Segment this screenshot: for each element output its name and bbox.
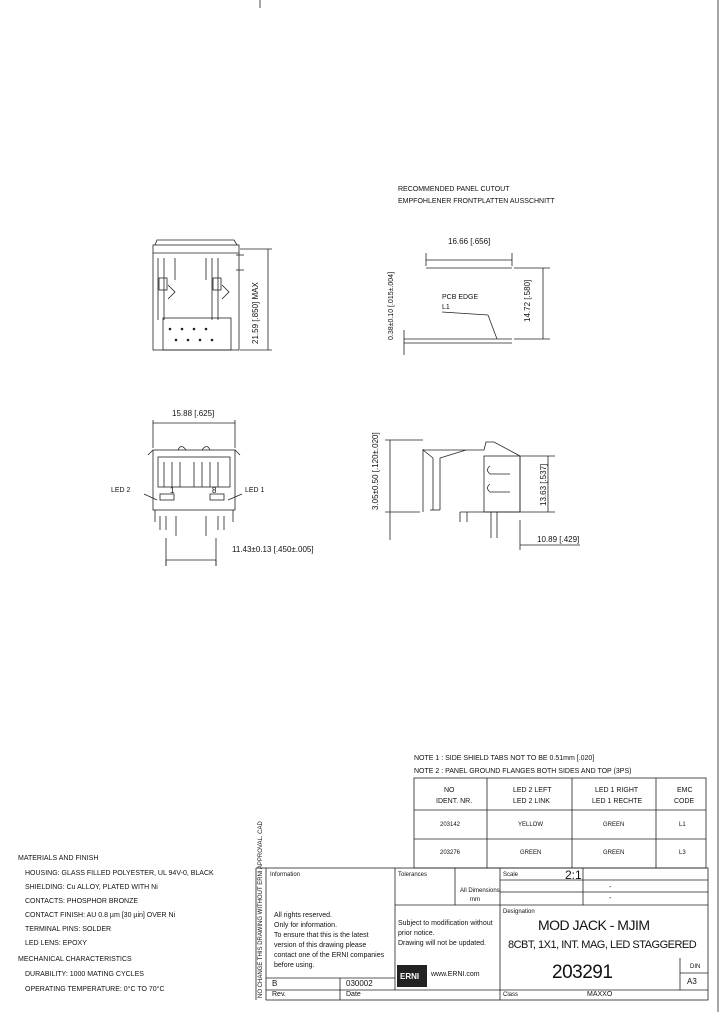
- table-row-2-led1: GREEN: [603, 850, 625, 856]
- rights-line: To ensure that this is the latest: [274, 932, 369, 939]
- mechanical-heading: MECHANICAL CHARACTERISTICS: [18, 956, 132, 963]
- material-item: SHIELDING: Cu ALLOY, PLATED WITH Ni: [25, 884, 158, 891]
- empty-field: -: [609, 884, 612, 891]
- material-item: LED LENS: EPOXY: [25, 940, 87, 947]
- panel-cutout-title-de: EMPFOHLENER FRONTPLATTEN AUSSCHNITT: [398, 198, 555, 205]
- rights-line: version of this drawing please: [274, 942, 367, 949]
- information-label: Information: [270, 872, 301, 878]
- size-value: A3: [687, 977, 697, 986]
- scale-label: Scale: [503, 872, 519, 878]
- material-item: CONTACTS: PHOSPHOR BRONZE: [25, 898, 139, 905]
- part-name: MOD JACK - MJIM: [538, 917, 650, 933]
- designation-label: Designation: [503, 909, 535, 915]
- revision-value: B: [272, 979, 278, 988]
- led1-label: LED 1: [245, 487, 265, 494]
- table-row-1-led2: YELLOW: [518, 822, 544, 828]
- rights-line: Only for information.: [274, 922, 338, 929]
- part-description: 8CBT, 1X1, INT. MAG, LED STAGGERED: [508, 939, 697, 951]
- table-row-2-code: L3: [679, 850, 686, 856]
- table-row-1-led1: GREEN: [603, 822, 625, 828]
- table-row-1-ident: 203142: [440, 822, 461, 828]
- table-header-led1: LED 1 RIGHT: [595, 787, 639, 794]
- material-item: TERMINAL PINS: SOLDER: [25, 926, 112, 933]
- pin-8-label: 8: [212, 486, 217, 495]
- subject-line: prior notice.: [398, 930, 435, 937]
- date-value: 030002: [346, 979, 373, 988]
- revision-label: Rev.: [272, 991, 286, 998]
- table-row-2-led2: GREEN: [520, 850, 542, 856]
- erni-logo: ERNI: [397, 965, 427, 987]
- table-header-led2-sub: LED 2 LINK: [513, 798, 550, 805]
- part-number: 203291: [552, 962, 613, 983]
- overall-height-dimension: 21.59 [.850] MAX: [251, 282, 260, 344]
- table-header-code: CODE: [674, 798, 695, 805]
- front-view-drawing: [144, 420, 242, 566]
- profile-view-drawing: [385, 440, 580, 550]
- cutout-height-dimension: 14.72 [.580]: [523, 279, 532, 322]
- front-width-dimension: 15.88 [.625]: [172, 409, 215, 418]
- class-label: Class: [503, 992, 519, 998]
- body-height-dimension: 13.63 [.537]: [539, 463, 548, 506]
- table-header-led1-sub: LED 1 RECHTE: [592, 798, 643, 805]
- all-dimensions-unit: mm: [470, 897, 480, 903]
- empty-field: -: [609, 895, 612, 902]
- pin-1-label: 1: [170, 486, 175, 495]
- table-row-2-ident: 203276: [440, 850, 461, 856]
- depth-dimension: 10.89 [.429]: [537, 535, 580, 544]
- rights-line: before using.: [274, 962, 315, 969]
- led2-label: LED 2: [111, 487, 131, 494]
- subject-line: Subject to modification without: [398, 920, 493, 927]
- mechanical-item: OPERATING TEMPERATURE: 0°C TO 70°C: [25, 986, 165, 993]
- material-item: CONTACT FINISH: AU 0.8 µm [30 µin] OVER Ni: [25, 912, 176, 919]
- class-value: MAXXO: [587, 991, 613, 998]
- note-1: NOTE 1 : SIDE SHIELD TABS NOT TO BE 0.51mm [.020]: [414, 755, 595, 762]
- scale-value: 2:1: [565, 868, 582, 882]
- side-note: NO CHANGE THIS DRAWING WITHOUT ERNI APPROVAL. CAD: [258, 821, 264, 998]
- table-header-led2: LED 2 LEFT: [513, 787, 552, 794]
- note-2: NOTE 2 : PANEL GROUND FLANGES BOTH SIDES AND TOP (3PS): [414, 768, 632, 775]
- material-item: HOUSING: GLASS FILLED POLYESTER, UL 94V-0, BLACK: [25, 870, 214, 877]
- rights-line: All rights reserved.: [274, 912, 332, 919]
- table-header-no: NO: [444, 787, 455, 794]
- standoff-height-dimension: 3.05±0.50 [.120±.020]: [371, 432, 380, 510]
- subject-line: Drawing will not be updated.: [398, 940, 486, 947]
- rights-line: contact one of the ERNI companies: [274, 952, 385, 959]
- materials-heading: MATERIALS AND FINISH: [18, 855, 99, 862]
- table-row-1-code: L1: [679, 822, 686, 828]
- all-dimensions-label: All Dimensions: [460, 888, 500, 894]
- cutout-width-dimension: 16.66 [.656]: [448, 237, 491, 246]
- table-header-ident: IDENT. NR.: [436, 798, 473, 805]
- panel-cutout-title: RECOMMENDED PANEL CUTOUT: [398, 186, 510, 193]
- table-header-emc: EMC: [677, 787, 693, 794]
- pin-pitch-dimension: 11.43±0.13 [.450±.005]: [232, 545, 314, 554]
- size-label: DIN: [690, 964, 701, 970]
- tolerances-label: Tolerances: [398, 872, 428, 878]
- panel-thickness-dimension: 0.38±0.10 [.015±.004]: [388, 271, 395, 340]
- pcb-edge-label: PCB EDGE: [442, 294, 479, 301]
- side-view-pins: [169, 328, 214, 342]
- date-label: Date: [346, 991, 361, 998]
- mechanical-item: DURABILITY: 1000 MATING CYCLES: [25, 971, 144, 978]
- erni-url[interactable]: www.ERNI.com: [431, 971, 480, 978]
- pcb-edge-sub-label: L1: [442, 304, 450, 311]
